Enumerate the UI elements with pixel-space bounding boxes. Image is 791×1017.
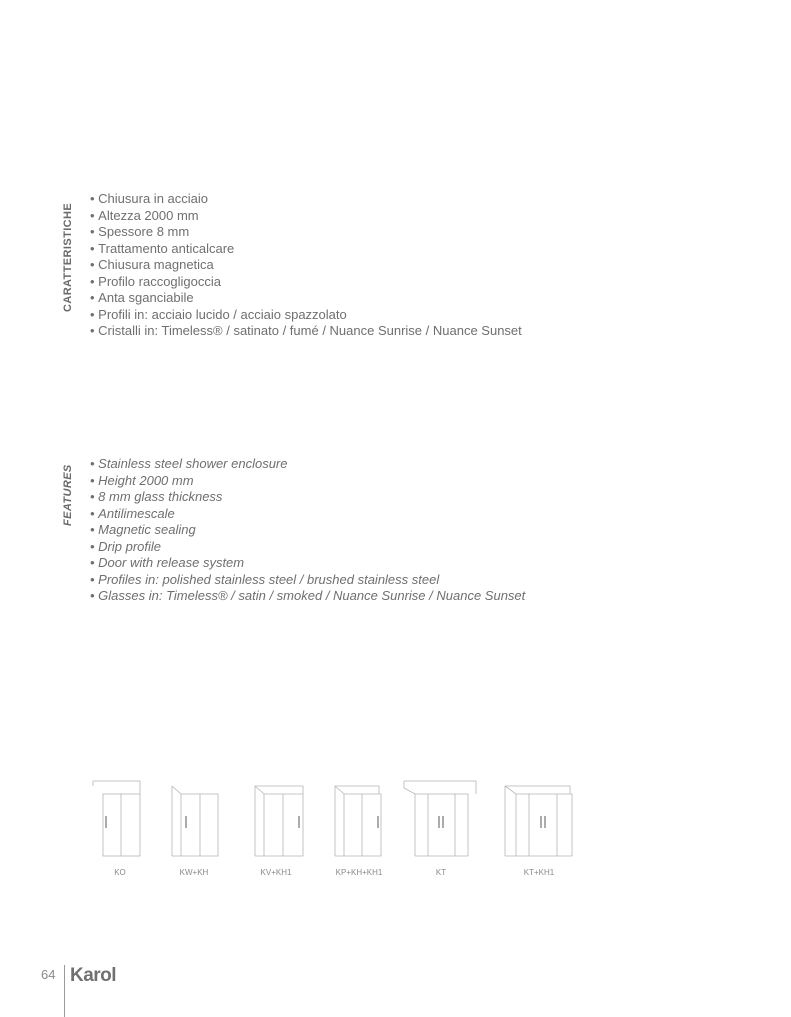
list-item: • Height 2000 mm [90, 473, 525, 490]
section-heading-english: FEATURES [62, 464, 74, 526]
model-label: KP+KH+KH1 [335, 868, 383, 877]
model-ko-diagram [93, 781, 140, 877]
list-item: • 8 mm glass thickness [90, 489, 525, 506]
brand-name: Karol [70, 965, 117, 986]
features-list-english [90, 456, 525, 605]
list-item: • Antilimescale [90, 506, 525, 523]
list-item: • Glasses in: Timeless® / satin / smoked / Nuance Sunrise / Nuance Sunset [90, 588, 525, 605]
list-item: • Trattamento anticalcare [90, 241, 522, 258]
model-kw-kh-diagram [172, 786, 218, 877]
list-item: • Profili in: acciaio lucido / acciaio spazzolato [90, 307, 522, 324]
section-heading-italian: CARATTERISTICHE [62, 202, 74, 312]
model-diagrams [0, 770, 791, 880]
model-label: KT+KH1 [523, 868, 555, 877]
model-label: KV+KH1 [260, 868, 292, 877]
model-label: KT [435, 868, 447, 877]
list-item: • Door with release system [90, 555, 525, 572]
list-item: • Stainless steel shower enclosure [90, 456, 525, 473]
model-kt-kh1-diagram [505, 786, 572, 877]
list-item: • Profiles in: polished stainless steel / brushed stainless steel [90, 572, 525, 589]
list-item: • Spessore 8 mm [90, 224, 522, 241]
list-item: • Chiusura in acciaio [90, 191, 522, 208]
features-list-italian [90, 191, 522, 340]
model-label: KO [114, 868, 126, 877]
list-item: • Altezza 2000 mm [90, 208, 522, 225]
list-item: • Cristalli in: Timeless® / satinato / fumé / Nuance Sunrise / Nuance Sunset [90, 323, 522, 340]
list-item: • Profilo raccogligoccia [90, 274, 522, 291]
model-kt-diagram [404, 781, 476, 877]
list-item: • Anta sganciabile [90, 290, 522, 307]
list-item: • Chiusura magnetica [90, 257, 522, 274]
list-item: • Magnetic sealing [90, 522, 525, 539]
footer-divider [64, 965, 65, 1017]
model-kv-kh1-diagram [255, 786, 303, 877]
model-kp-kh-kh1-diagram [335, 786, 383, 877]
list-item: • Drip profile [90, 539, 525, 556]
page-number: 64 [41, 967, 56, 982]
model-label: KW+KH [179, 868, 209, 877]
